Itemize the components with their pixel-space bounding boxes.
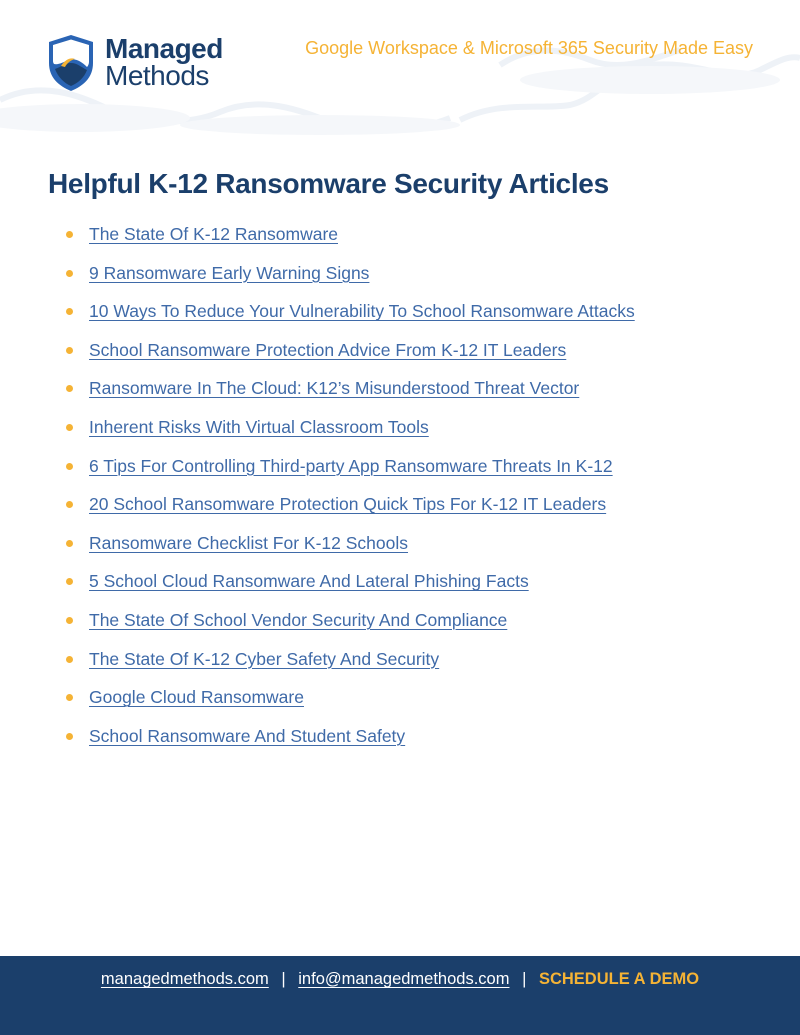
article-link[interactable]: Inherent Risks With Virtual Classroom Tools — [89, 416, 429, 437]
email-link[interactable]: info@managedmethods.com — [298, 970, 510, 988]
logo-wordmark — [105, 35, 223, 89]
article-link[interactable]: 20 School Ransomware Protection Quick Tips For K-12 IT Leaders — [89, 494, 607, 515]
article-link[interactable]: The State Of K-12 Ransomware — [89, 224, 338, 244]
shield-icon — [47, 33, 95, 93]
page-header — [0, 0, 800, 140]
article-link[interactable]: 6 Tips For Controlling Third-party App Ransomware Threats In K-12 — [89, 455, 613, 476]
article-link[interactable]: Google Cloud Ransomware — [89, 687, 304, 708]
list-item — [0, 413, 635, 452]
article-link[interactable]: 10 Ways To Reduce Your Vulnerability To School Ransomware Attacks — [89, 301, 635, 322]
article-list — [0, 220, 635, 760]
list-item — [0, 374, 635, 413]
bullet-icon — [66, 617, 73, 624]
footer-separator: | — [522, 970, 527, 988]
article-link[interactable]: School Ransomware And Student Safety — [89, 725, 406, 746]
article-link[interactable]: Ransomware Checklist For K-12 Schools — [89, 532, 409, 553]
bullet-icon — [66, 578, 73, 585]
list-item — [0, 297, 635, 336]
website-link[interactable]: managedmethods.com — [100, 970, 269, 988]
bullet-icon — [66, 540, 73, 547]
footer-links — [0, 970, 800, 989]
footer-separator: | — [281, 970, 286, 988]
list-item — [0, 259, 635, 298]
list-item — [0, 722, 635, 761]
article-link[interactable]: Ransomware In The Cloud: K12’s Misunderstood Threat Vector — [89, 378, 580, 399]
list-item — [0, 336, 635, 375]
article-link[interactable]: 9 Ransomware Early Warning Signs — [89, 262, 370, 283]
brand-logo[interactable] — [47, 33, 247, 95]
bullet-icon — [66, 270, 73, 277]
logo-line-1: Managed — [105, 33, 223, 64]
header-tagline: Google Workspace & Microsoft 365 Security Made Easy — [305, 38, 753, 58]
bullet-icon — [66, 656, 73, 663]
list-item — [0, 683, 635, 722]
schedule-demo-link[interactable]: SCHEDULE A DEMO — [538, 970, 700, 988]
bullet-icon — [66, 385, 73, 392]
article-link[interactable]: The State Of K-12 Cyber Safety And Security — [89, 648, 440, 669]
bullet-icon — [66, 733, 73, 740]
list-item — [0, 220, 635, 259]
list-item — [0, 645, 635, 684]
list-item — [0, 452, 635, 491]
bullet-icon — [66, 694, 73, 701]
bullet-icon — [66, 501, 73, 508]
page-footer — [0, 956, 800, 1035]
article-link[interactable]: 5 School Cloud Ransomware And Lateral Phishing Facts — [89, 571, 529, 592]
list-item — [0, 567, 635, 606]
list-item — [0, 606, 635, 645]
logo-line-2: Methods — [105, 60, 209, 91]
bullet-icon — [66, 424, 73, 431]
page-title: Helpful K-12 Ransomware Security Articles — [48, 168, 609, 199]
bullet-icon — [66, 347, 73, 354]
list-item — [0, 490, 635, 529]
article-link[interactable]: The State Of School Vendor Security And Compliance — [89, 609, 508, 630]
list-item — [0, 529, 635, 568]
bullet-icon — [66, 231, 73, 238]
article-link[interactable]: School Ransomware Protection Advice From K-12 IT Leaders — [89, 339, 567, 360]
bullet-icon — [66, 463, 73, 470]
bullet-icon — [66, 308, 73, 315]
